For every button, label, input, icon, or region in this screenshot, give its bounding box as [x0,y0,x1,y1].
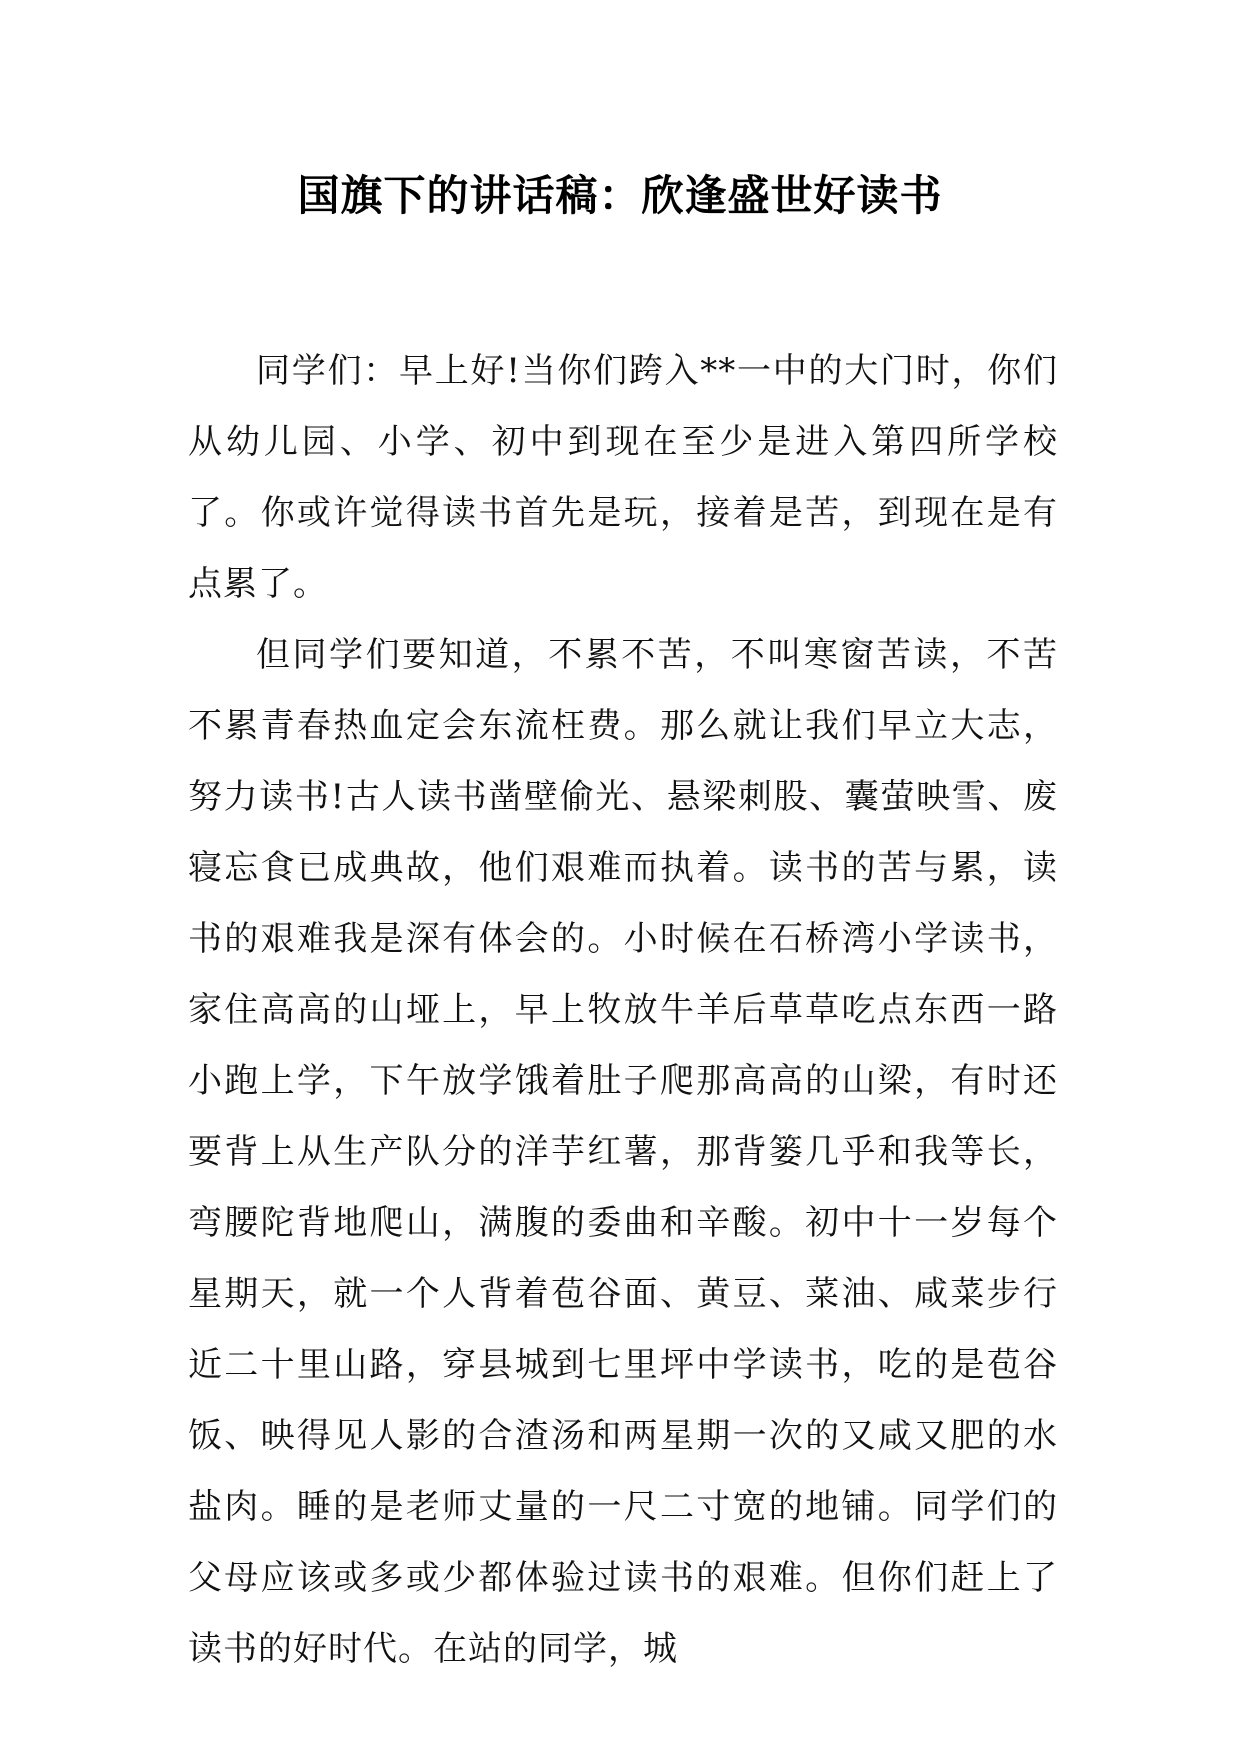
paragraph-1: 同学们：早上好!当你们跨入**一中的大门时，你们从幼儿园、小学、初中到现在至少是进入第四所学校了。你或许觉得读书首先是玩，接着是苦，到现在是有点累了。 [188,351,1058,604]
document-body [188,336,1058,1685]
paragraph-2: 但同学们要知道，不累不苦，不叫寒窗苦读，不苦不累青春热血定会东流枉费。那么就让我们早立大志，努力读书!古人读书凿壁偷光、悬梁刺股、囊萤映雪、废寝忘食已成典故，他们艰难而执着。读书的苦与累，读书的艰难我是深有体会的。小时候在石桥湾小学读书，家住高高的山垭上，早上牧放牛羊后草草吃点东西一路小跑上学，下午放学饿着肚子爬那高高的山梁，有时还要背上从生产队分的洋芋红薯，那背篓几乎和我等长，弯腰陀背地爬山，满腹的委曲和辛酸。初中十一岁每个星期天，就一个人背着苞谷面、黄豆、菜油、咸菜步行近二十里山路，穿县城到七里坪中学读书，吃的是苞谷饭、映得见人影的合渣汤和两星期一次的又咸又肥的水盐肉。睡的是老师丈量的一尺二寸宽的地铺。同学们的父母应该或多或少都体验过读书的艰难。但你们赶上了读书的好时代。在站的同学，城 [188,635,1058,1669]
document-title: 国旗下的讲话稿：欣逢盛世好读书 [297,171,943,220]
